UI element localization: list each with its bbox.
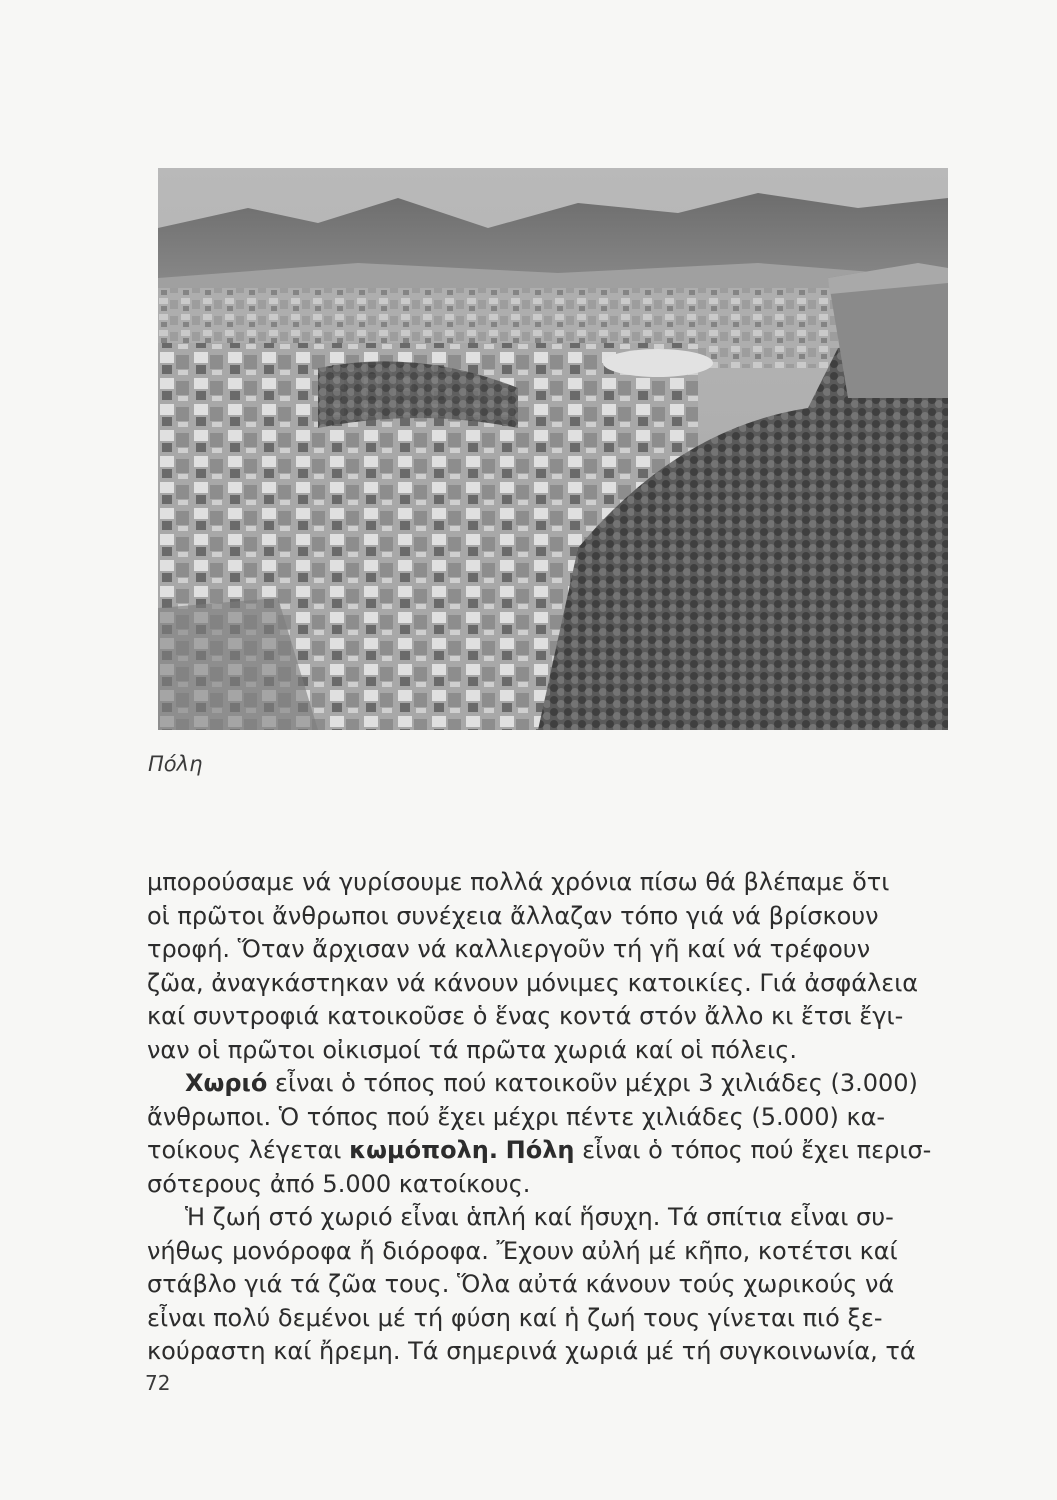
term-village: Χωριό — [185, 1069, 268, 1097]
city-landscape-photo — [158, 168, 948, 730]
text-line: τροφή. Ὅταν ἄρχισαν νά καλλιεργοῦν τή γῆ καί νά τρέφουν — [147, 935, 871, 963]
text-line: νήθως μονόροφα ἤ διόροφα. Ἔχουν αὐλή μέ κῆπο, κοτέτσι καί — [147, 1236, 898, 1265]
text-line: καί συντροφιά κατοικοῦσε ὁ ἕνας κοντά στόν ἄλλο κι ἔτσι ἔγι- — [147, 1002, 904, 1030]
text-line: μπορούσαμε νά γυρίσουμε πολλά χρόνια πίσω θά βλέπαμε ὅτι — [147, 868, 890, 896]
text-span: τοίκους λέγεται — [147, 1136, 350, 1164]
text-line: οἱ πρῶτοι ἄνθρωποι συνέχεια ἄλλαζαν τόπο γιά νά βρίσκουν — [147, 901, 879, 930]
paragraph-village — [147, 1067, 955, 1101]
text-span — [498, 1136, 506, 1164]
text-line: ζῶα, ἀναγκάστηκαν νά κάνουν μόνιμες κατοικίες. Γιά ἀσφάλεια — [147, 968, 919, 997]
text-span: εἶναι ὁ τόπος πού κατοικοῦν μέχρι 3 χιλιάδες (3.000) — [267, 1069, 918, 1097]
text-line: εἶναι πολύ δεμένοι μέ τή φύση καί ἡ ζωή τους γίνεται πιό ξε- — [147, 1303, 883, 1332]
text-line: κούραστη καί ἤρεμη. Τά σημερινά χωριά μέ τή συγκοινωνία, τά — [147, 1337, 916, 1365]
text-line-terms — [147, 1134, 955, 1168]
text-line: ἄνθρωποι. Ὁ τόπος πού ἔχει μέχρι πέντε χιλιάδες (5.000) κα- — [147, 1102, 886, 1131]
text-line: ναν οἱ πρῶτοι οἰκισμοί τά πρῶτα χωριά καί οἱ πόλεις. — [147, 1035, 797, 1064]
body-text — [147, 866, 955, 1369]
page-number: 72 — [145, 1371, 171, 1395]
photo-caption: Πόλη — [148, 752, 203, 776]
term-town: κωμόπολη. — [349, 1136, 498, 1164]
term-city: Πόλη — [505, 1136, 575, 1164]
city-photo — [158, 168, 948, 730]
text-line: στάβλο γιά τά ζῶα τους. Ὅλα αὐτά κάνουν τούς χωρικούς νά — [147, 1270, 895, 1298]
text-span: εἶναι ὁ τόπος πού ἔχει περισ- — [574, 1136, 932, 1164]
text-line: σότερους ἀπό 5.000 κατοίκους. — [147, 1169, 531, 1198]
text-line: Ἡ ζωή στό χωριό εἶναι ἁπλή καί ἥσυχη. Τά σπίτια εἶναι συ- — [185, 1203, 894, 1231]
